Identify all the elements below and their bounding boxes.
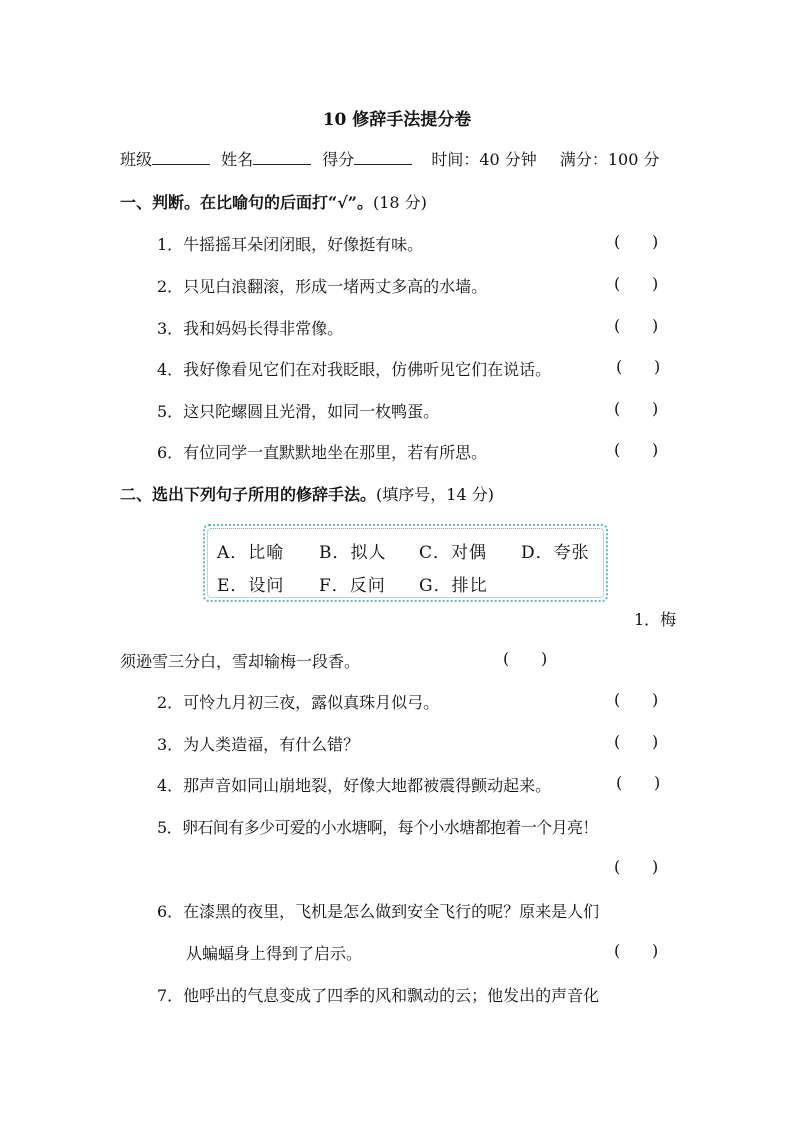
name-blank[interactable]	[253, 150, 311, 165]
time-text: 时间：40 分钟	[431, 150, 537, 169]
option-c: C．对偶	[419, 543, 488, 563]
section1-heading-text: 在比喻句的后面打“√”。	[200, 193, 373, 212]
s1-question-6: 6．有位同学一直默默地坐在那里，若有所思。	[157, 443, 488, 462]
class-label: 班级	[120, 150, 153, 169]
s2-question-1-rest: 须逊雪三分白，雪却输梅一段香。	[120, 652, 361, 671]
section2-heading-text: 二、选出下列句子所用的修辞手法。	[120, 485, 377, 504]
class-blank[interactable]	[152, 150, 210, 165]
student-info-line	[120, 147, 660, 170]
option-f: F．反问	[319, 576, 386, 596]
option-d: D．夸张	[521, 543, 590, 563]
name-label: 姓名	[221, 150, 254, 169]
s2-question-5: 5．卵石间有多少可爱的小水塘啊，每个小水塘都抱着一个月亮！	[157, 818, 598, 837]
s1-question-5: 5．这只陀螺圆且光滑，如同一枚鸭蛋。	[157, 402, 440, 421]
s1-question-3: 3．我和妈妈长得非常像。	[157, 319, 344, 338]
options-box	[203, 524, 608, 602]
option-b: B．拟人	[319, 543, 387, 563]
option-g: G．排比	[419, 576, 488, 596]
score-blank[interactable]	[354, 150, 412, 165]
s1-question-1: 1．牛摇摇耳朵闭闭眼，好像挺有味。	[157, 235, 424, 254]
s2-question-7: 7．他呼出的气息变成了四季的风和飘动的云；他发出的声音化	[157, 986, 600, 1005]
s2-question-3: 3．为人类造福，有什么错？	[157, 735, 360, 754]
s2-question-4: 4．那声音如同山崩地裂，好像大地都被震得颤动起来。	[157, 776, 552, 795]
s2-question-6-line2: 从蝙蝠身上得到了启示。	[186, 944, 363, 963]
section1-heading-number: 一、判断。	[120, 193, 201, 212]
option-e: E．设问	[217, 576, 285, 596]
page-title: 10 修辞手法提分卷	[322, 110, 472, 130]
section2-heading	[120, 482, 494, 505]
s1-question-4: 4．我好像看见它们在对我眨眼，仿佛听见它们在说话。	[157, 360, 552, 379]
s2-question-1-start: 1．梅	[634, 610, 677, 629]
s1-question-2: 2．只见白浪翻滚，形成一堵两丈多高的水墙。	[157, 277, 488, 296]
option-a: A．比喻	[217, 543, 285, 563]
s2-question-6-line1: 6．在漆黑的夜里，飞机是怎么做到安全飞行的呢？原来是人们	[157, 902, 600, 921]
s2-question-2: 2．可怜九月初三夜，露似真珠月似弓。	[157, 693, 440, 712]
full-score-text: 满分：100 分	[559, 150, 660, 169]
score-label: 得分	[322, 150, 355, 169]
section2-heading-points: (填序号，14 分)	[376, 485, 494, 504]
section1-heading	[120, 190, 427, 213]
section1-heading-points: (18 分)	[372, 193, 427, 212]
